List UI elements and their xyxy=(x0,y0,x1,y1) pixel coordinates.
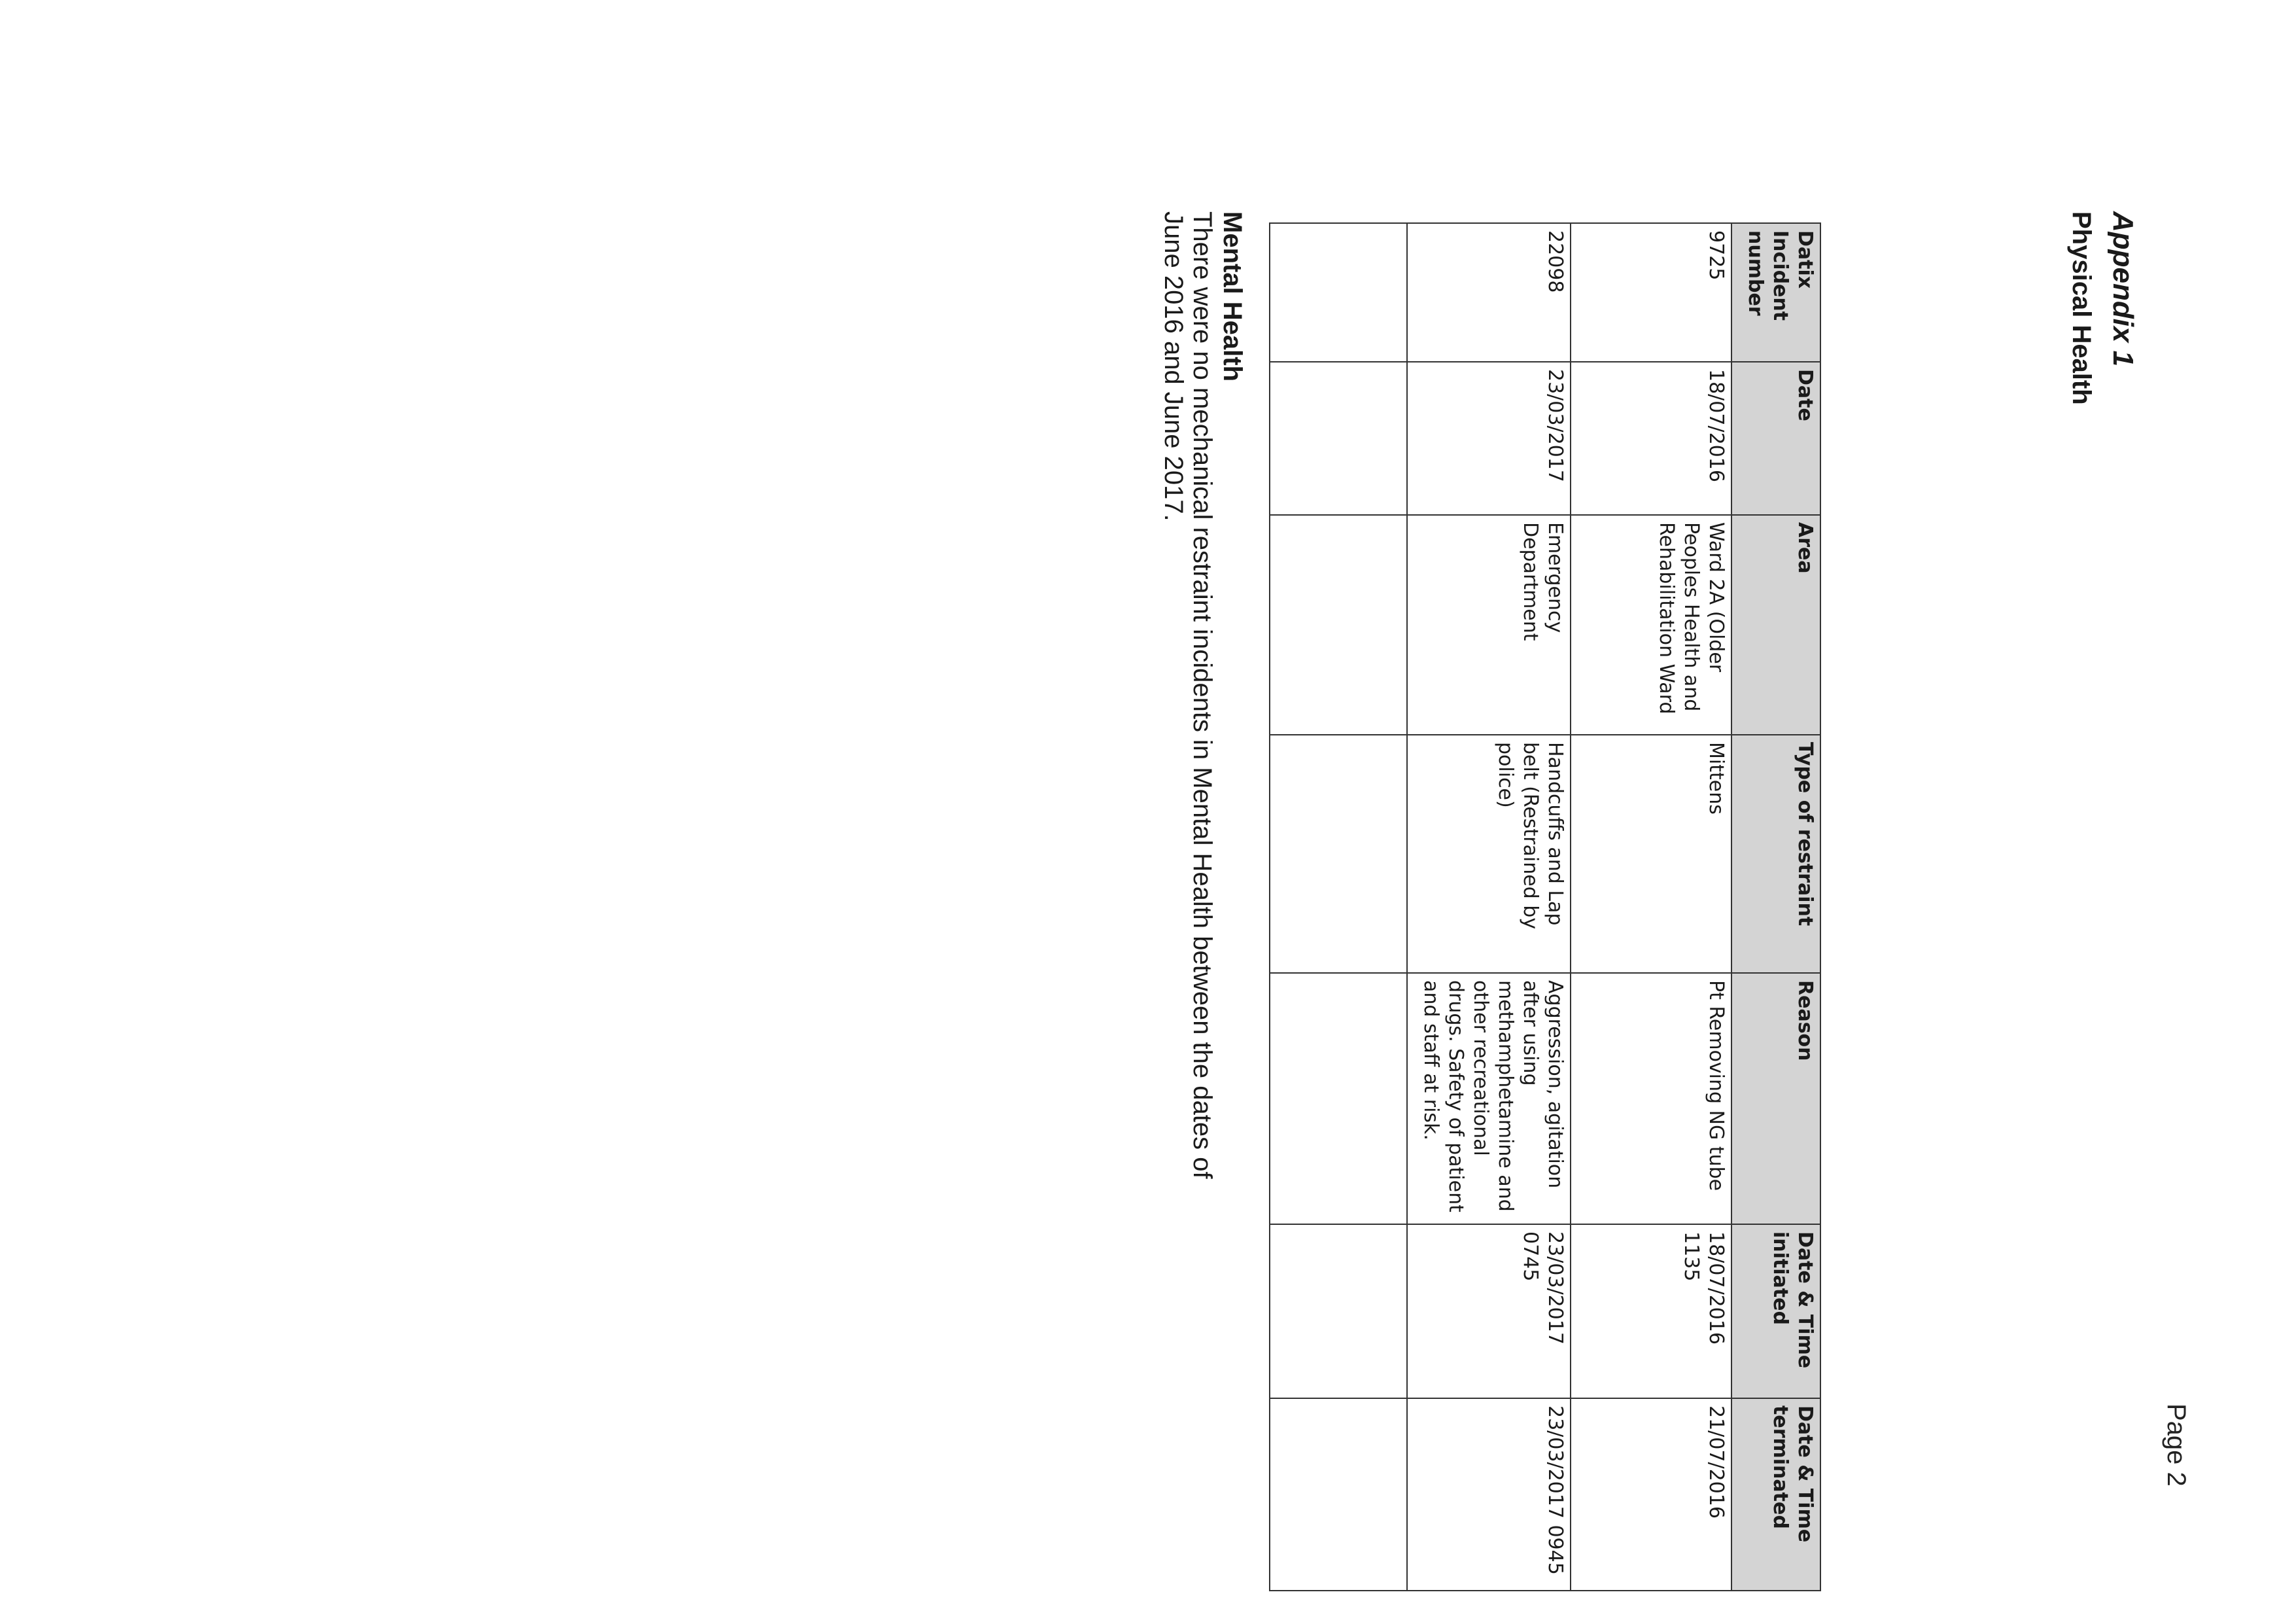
cell-date-time-initiated: 23/03/2017 0745 xyxy=(1407,1224,1571,1398)
restraint-incidents-table xyxy=(1269,222,1821,1591)
cell-reason: Aggression, agitation after using methamphetamine and other recreational drugs. Safety of patient and staff at risk. xyxy=(1407,973,1571,1224)
cell-date: 18/07/2016 xyxy=(1571,362,1731,515)
cell-incident-number: 9725 xyxy=(1571,223,1731,362)
cell-date-time-terminated: 21/07/2016 xyxy=(1571,1398,1731,1591)
cell-date: 23/03/2017 xyxy=(1407,362,1571,515)
table-header-row xyxy=(1731,223,1820,1591)
empty-cell xyxy=(1270,223,1407,362)
table-row xyxy=(1571,223,1731,1591)
empty-cell xyxy=(1270,735,1407,973)
appendix-title: Appendix 1 xyxy=(2107,211,2139,367)
header-incident-number: Datix Incident number xyxy=(1731,223,1820,362)
table-row xyxy=(1407,223,1571,1591)
page-number: Page 2 xyxy=(2162,1403,2191,1487)
cell-incident-number: 22098 xyxy=(1407,223,1571,362)
empty-cell xyxy=(1270,362,1407,515)
empty-cell xyxy=(1270,1224,1407,1398)
cell-date-time-initiated: 18/07/2016 1135 xyxy=(1571,1224,1731,1398)
header-area: Area xyxy=(1731,515,1820,735)
table-row-empty xyxy=(1270,223,1407,1591)
cell-type-of-restraint: Handcuffs and Lap belt (Restrained by police) xyxy=(1407,735,1571,973)
cell-area: Emergency Department xyxy=(1407,515,1571,735)
section-title-physical-health: Physical Health xyxy=(2067,211,2096,405)
empty-cell xyxy=(1270,1398,1407,1591)
cell-reason: Pt Removing NG tube xyxy=(1571,973,1731,1224)
mental-health-paragraph: There were no mechanical restraint incidents in Mental Health between the dates of June 2016 and June 2017. xyxy=(1159,211,1217,1179)
section-title-mental-health: Mental Health xyxy=(1218,211,1247,382)
empty-cell xyxy=(1270,515,1407,735)
header-type-of-restraint: Type of restraint xyxy=(1731,735,1820,973)
cell-area: Ward 2A (Older Peoples Health and Rehabilitation Ward xyxy=(1571,515,1731,735)
cell-date-time-terminated: 23/03/2017 0945 xyxy=(1407,1398,1571,1591)
header-date-time-terminated: Date & Time terminated xyxy=(1731,1398,1820,1591)
header-date-time-initiated: Date & Time initiated xyxy=(1731,1224,1820,1398)
empty-cell xyxy=(1270,973,1407,1224)
header-reason: Reason xyxy=(1731,973,1820,1224)
cell-type-of-restraint: Mittens xyxy=(1571,735,1731,973)
header-date: Date xyxy=(1731,362,1820,515)
